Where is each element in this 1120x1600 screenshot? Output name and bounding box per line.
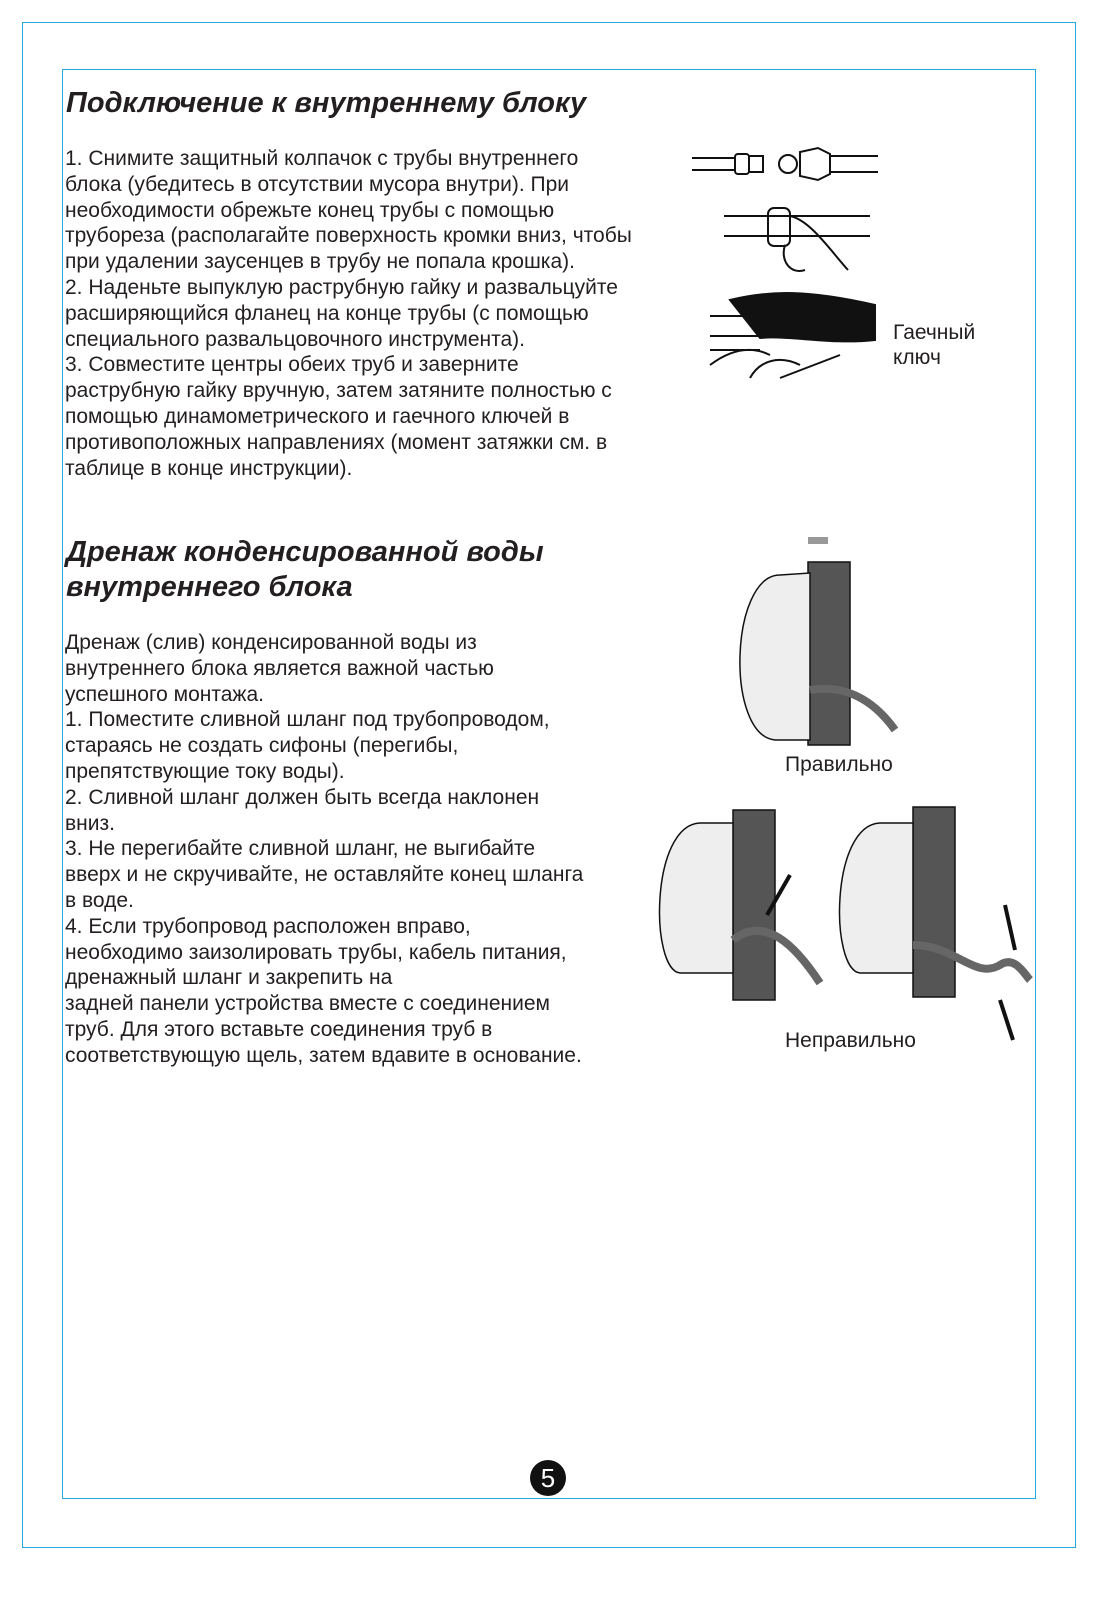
section-text-condensate-drainage: Дренаж (слив) конденсированной воды из внутреннего блока является важной частью успешного монтажа. 1. Поместите сливной шланг под трубопроводом, стараясь не создать сифоны (перегибы, препятствующие току воды). 2. Сливной шланг должен быть всегда наклонен вниз. 3. Не перегибайте сливной шланг, не выгибайте вверх и не скручивайте, не оставляйте конец шланга в воде. 4. Если трубопровод расположен вправо, необходимо заизолировать трубы, кабель питания, дренажный шланг и закрепить на задней панели устройства вместе с соединением труб. Для этого вставьте соединения труб в соответствующую щель, затем вдавите в основание. (65, 631, 584, 1067)
drainage-correct-illustration (730, 535, 910, 750)
correct-caption: Правильно (785, 753, 893, 776)
section-text-indoor-connection: 1. Снимите защитный колпачок с трубы внутреннего блока (убедитесь в отсутствии мусора внутри). При необходимости обрежьте конец трубы с помощью трубореза (располагайте поверхность кромки вниз, чтобы при удалении заусенцев в трубу не попала крошка). 2. Наденьте выпуклую раструбную гайку и развальцуйте расширяющийся фланец на конце трубы (с помощью специального развальцовочного инструмента). 3. Совместите центры обеих труб и заверните раструбную гайку вручную, затем затяните полностью с помощью динамометрического и гаечного ключей в противоположных направлениях (момент затяжки см. в таблице в конце инструкции). (65, 147, 632, 480)
page-number: 5 (530, 1460, 566, 1496)
section-title-indoor-connection: Подключение к внутреннему блоку (66, 87, 587, 119)
section-title-condensate-drainage: Дренаж конденсированной воды внутреннего блока (66, 536, 544, 603)
incorrect-caption: Неправильно (785, 1029, 916, 1052)
pipe-flaring-illustration (690, 140, 890, 380)
wrench-caption: Гаечный ключ (893, 321, 976, 369)
drainage-incorrect-illustration (655, 805, 1040, 1045)
